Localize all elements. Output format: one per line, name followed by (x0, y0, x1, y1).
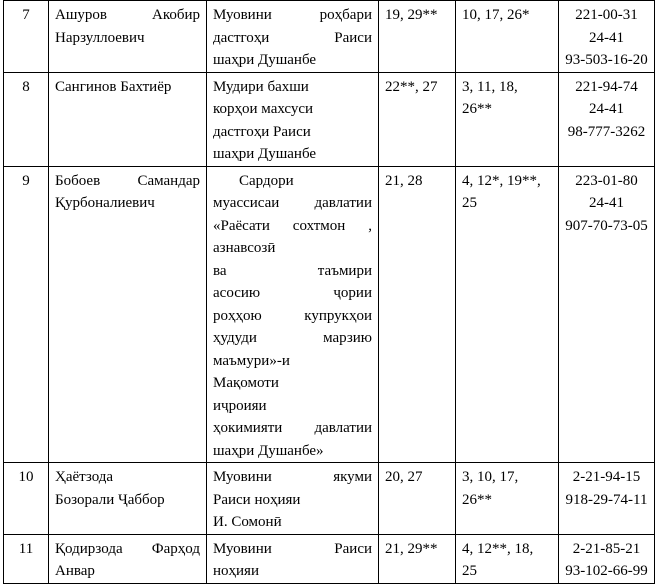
person-name: Сангинов Бахтиёр (49, 72, 207, 166)
table-row (4, 166, 655, 463)
phone-numbers: 2-21-94-15 918-29-74-11 (559, 463, 655, 535)
table-row (4, 72, 655, 166)
duty-days-1: 21, 28 (379, 166, 456, 463)
duty-days-2: 4, 12**, 18, 25 (456, 534, 559, 583)
table-row (4, 1, 655, 73)
table-row (4, 534, 655, 583)
duty-schedule-table (3, 0, 655, 584)
duty-days-1: 20, 27 (379, 463, 456, 535)
phone-numbers: 2-21-85-21 93-102-66-99 (559, 534, 655, 583)
person-name: Қодирзода Фарҳод Анвар (49, 534, 207, 583)
person-position: Мудири бахши корҳои махсуси дастгоҳи Раиси шаҳри Душанбе (207, 72, 379, 166)
duty-days-2: 3, 11, 18, 26** (456, 72, 559, 166)
person-name: Ашуров Акобир Нарзуллоевич (49, 1, 207, 73)
row-number: 8 (4, 72, 49, 166)
duty-days-1: 21, 29** (379, 534, 456, 583)
person-position: Сардори муассисаи давлатии «Раёсати сохтмон , азнавсозӣ ва таъмири асосию ҷории роҳҳою купрукҳои ҳудуди марзию маъмури»-и Мақомоти иҷроияи ҳокимияти давлатии шаҳри Душанбе» (207, 166, 379, 463)
duty-days-1: 22**, 27 (379, 72, 456, 166)
duty-days-2: 10, 17, 26* (456, 1, 559, 73)
person-name: Ҳаётзода Бозорали Ҷаббор (49, 463, 207, 535)
row-number: 9 (4, 166, 49, 463)
person-position: Муовини Раиси ноҳияи (207, 534, 379, 583)
table-row (4, 463, 655, 535)
duty-days-2: 3, 10, 17, 26** (456, 463, 559, 535)
person-name: Бобоев Самандар Қурбоналиевич (49, 166, 207, 463)
row-number: 7 (4, 1, 49, 73)
row-number: 10 (4, 463, 49, 535)
phone-numbers: 223-01-80 24-41 907-70-73-05 (559, 166, 655, 463)
phone-numbers: 221-00-31 24-41 93-503-16-20 (559, 1, 655, 73)
phone-numbers: 221-94-74 24-41 98-777-3262 (559, 72, 655, 166)
person-position: Муовини роҳбари дастгоҳи Раиси шаҳри Душанбе (207, 1, 379, 73)
row-number: 11 (4, 534, 49, 583)
person-position: Муовини якуми Раиси ноҳияи И. Сомонӣ (207, 463, 379, 535)
duty-days-1: 19, 29** (379, 1, 456, 73)
duty-days-2: 4, 12*, 19**, 25 (456, 166, 559, 463)
